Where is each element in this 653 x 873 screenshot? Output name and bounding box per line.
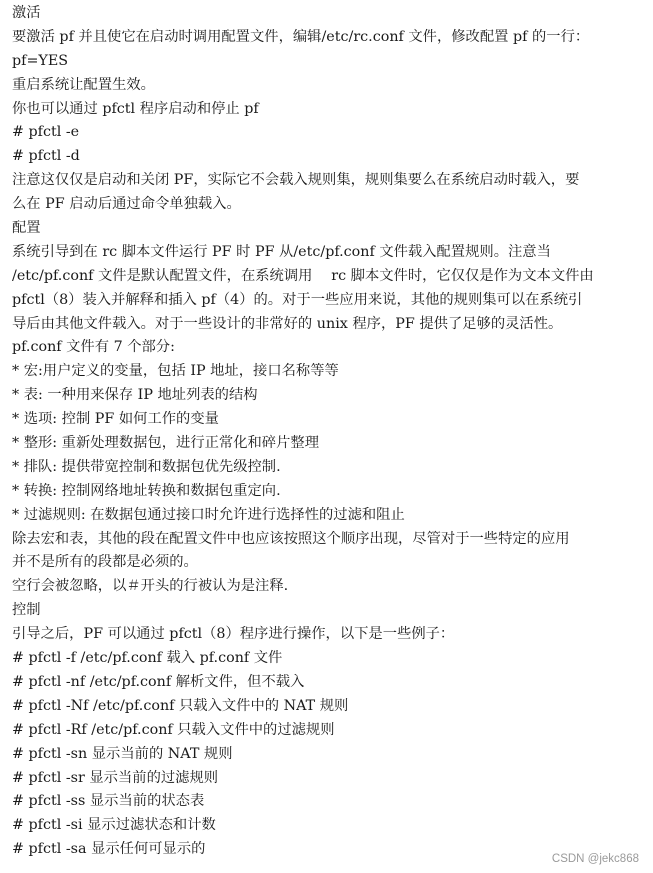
list-item: * 转换: 控制网络地址转换和数据包重定向.	[12, 482, 281, 499]
code-line: # pfctl -sa 显示任何可显示的	[12, 841, 206, 858]
code-line: # pfctl -d	[12, 148, 80, 165]
text-line: 么在 PF 启动后通过命令单独载入。	[12, 196, 241, 213]
code-line: # pfctl -ss 显示当前的状态表	[12, 793, 205, 810]
list-item: * 过滤规则: 在数据包通过接口时允许进行选择性的过滤和阻止	[12, 506, 405, 523]
code-line: # pfctl -si 显示过滤状态和计数	[12, 817, 216, 834]
text-line: pfctl（8）装入并解释和插入 pf（4）的。对于一些应用来说，其他的规则集可以在系统引	[12, 291, 583, 308]
text-line: 导后由其他文件载入。对于一些设计的非常好的 unix 程序，PF 提供了足够的灵活性。	[12, 315, 563, 332]
list-item: * 选项: 控制 PF 如何工作的变量	[12, 411, 219, 428]
code-line: # pfctl -sr 显示当前的过滤规则	[12, 769, 219, 786]
text-line: 系统引导到在 rc 脚本文件运行 PF 时 PF 从/etc/pf.conf 文件载入配置规则。注意当	[12, 243, 551, 260]
code-line: # pfctl -Rf /etc/pf.conf 只载入文件中的过滤规则	[12, 721, 335, 738]
heading-config: 配置	[12, 220, 41, 237]
csdn-watermark: CSDN @jekc868	[551, 853, 639, 865]
list-item: * 表: 一种用来保存 IP 地址列表的结构	[12, 387, 258, 404]
code-line: # pfctl -Nf /etc/pf.conf 只载入文件中的 NAT 规则	[12, 697, 349, 714]
heading-control: 控制	[12, 602, 41, 619]
text-line: 重启系统让配置生效。	[12, 76, 155, 93]
text-line: 你也可以通过 pfctl 程序启动和停止 pf	[12, 100, 259, 117]
list-item: * 宏:用户定义的变量，包括 IP 地址，接口名称等等	[12, 363, 339, 380]
code-line: # pfctl -e	[12, 124, 80, 141]
text-line: 空行会被忽略，以＃开头的行被认为是注释.	[12, 578, 289, 595]
text-line: /etc/pf.conf 文件是默认配置文件，在系统调用 rc 脚本文件时，它仅仅是作为文本文件由	[12, 267, 594, 284]
list-item: * 排队: 提供带宽控制和数据包优先级控制.	[12, 458, 281, 475]
list-item: * 整形: 重新处理数据包，进行正常化和碎片整理	[12, 435, 319, 452]
text-line: 除去宏和表，其他的段在配置文件中也应该按照这个顺序出现，尽管对于一些特定的应用	[12, 530, 570, 547]
code-line: # pfctl -nf /etc/pf.conf 解析文件，但不载入	[12, 673, 305, 690]
text-line: 要激活 pf 并且使它在启动时调用配置文件，编辑/etc/rc.conf 文件，修改配置 pf 的一行：	[12, 28, 590, 45]
code-line: pf=YES	[12, 52, 69, 69]
heading-activate: 激活	[12, 5, 41, 21]
text-line: pf.conf 文件有 7 个部分:	[12, 339, 175, 356]
text-line: 注意这仅仅是启动和关闭 PF，实际它不会载入规则集，规则集要么在系统启动时载入，要	[12, 172, 580, 189]
document-body	[12, 2, 647, 862]
code-line: # pfctl -f /etc/pf.conf 载入 pf.conf 文件	[12, 650, 283, 667]
code-line: # pfctl -sn 显示当前的 NAT 规则	[12, 745, 233, 762]
text-line: 引导之后，PF 可以通过 pfctl（8）程序进行操作，以下是一些例子：	[12, 626, 455, 643]
text-line: 并不是所有的段都是必须的。	[12, 554, 198, 571]
